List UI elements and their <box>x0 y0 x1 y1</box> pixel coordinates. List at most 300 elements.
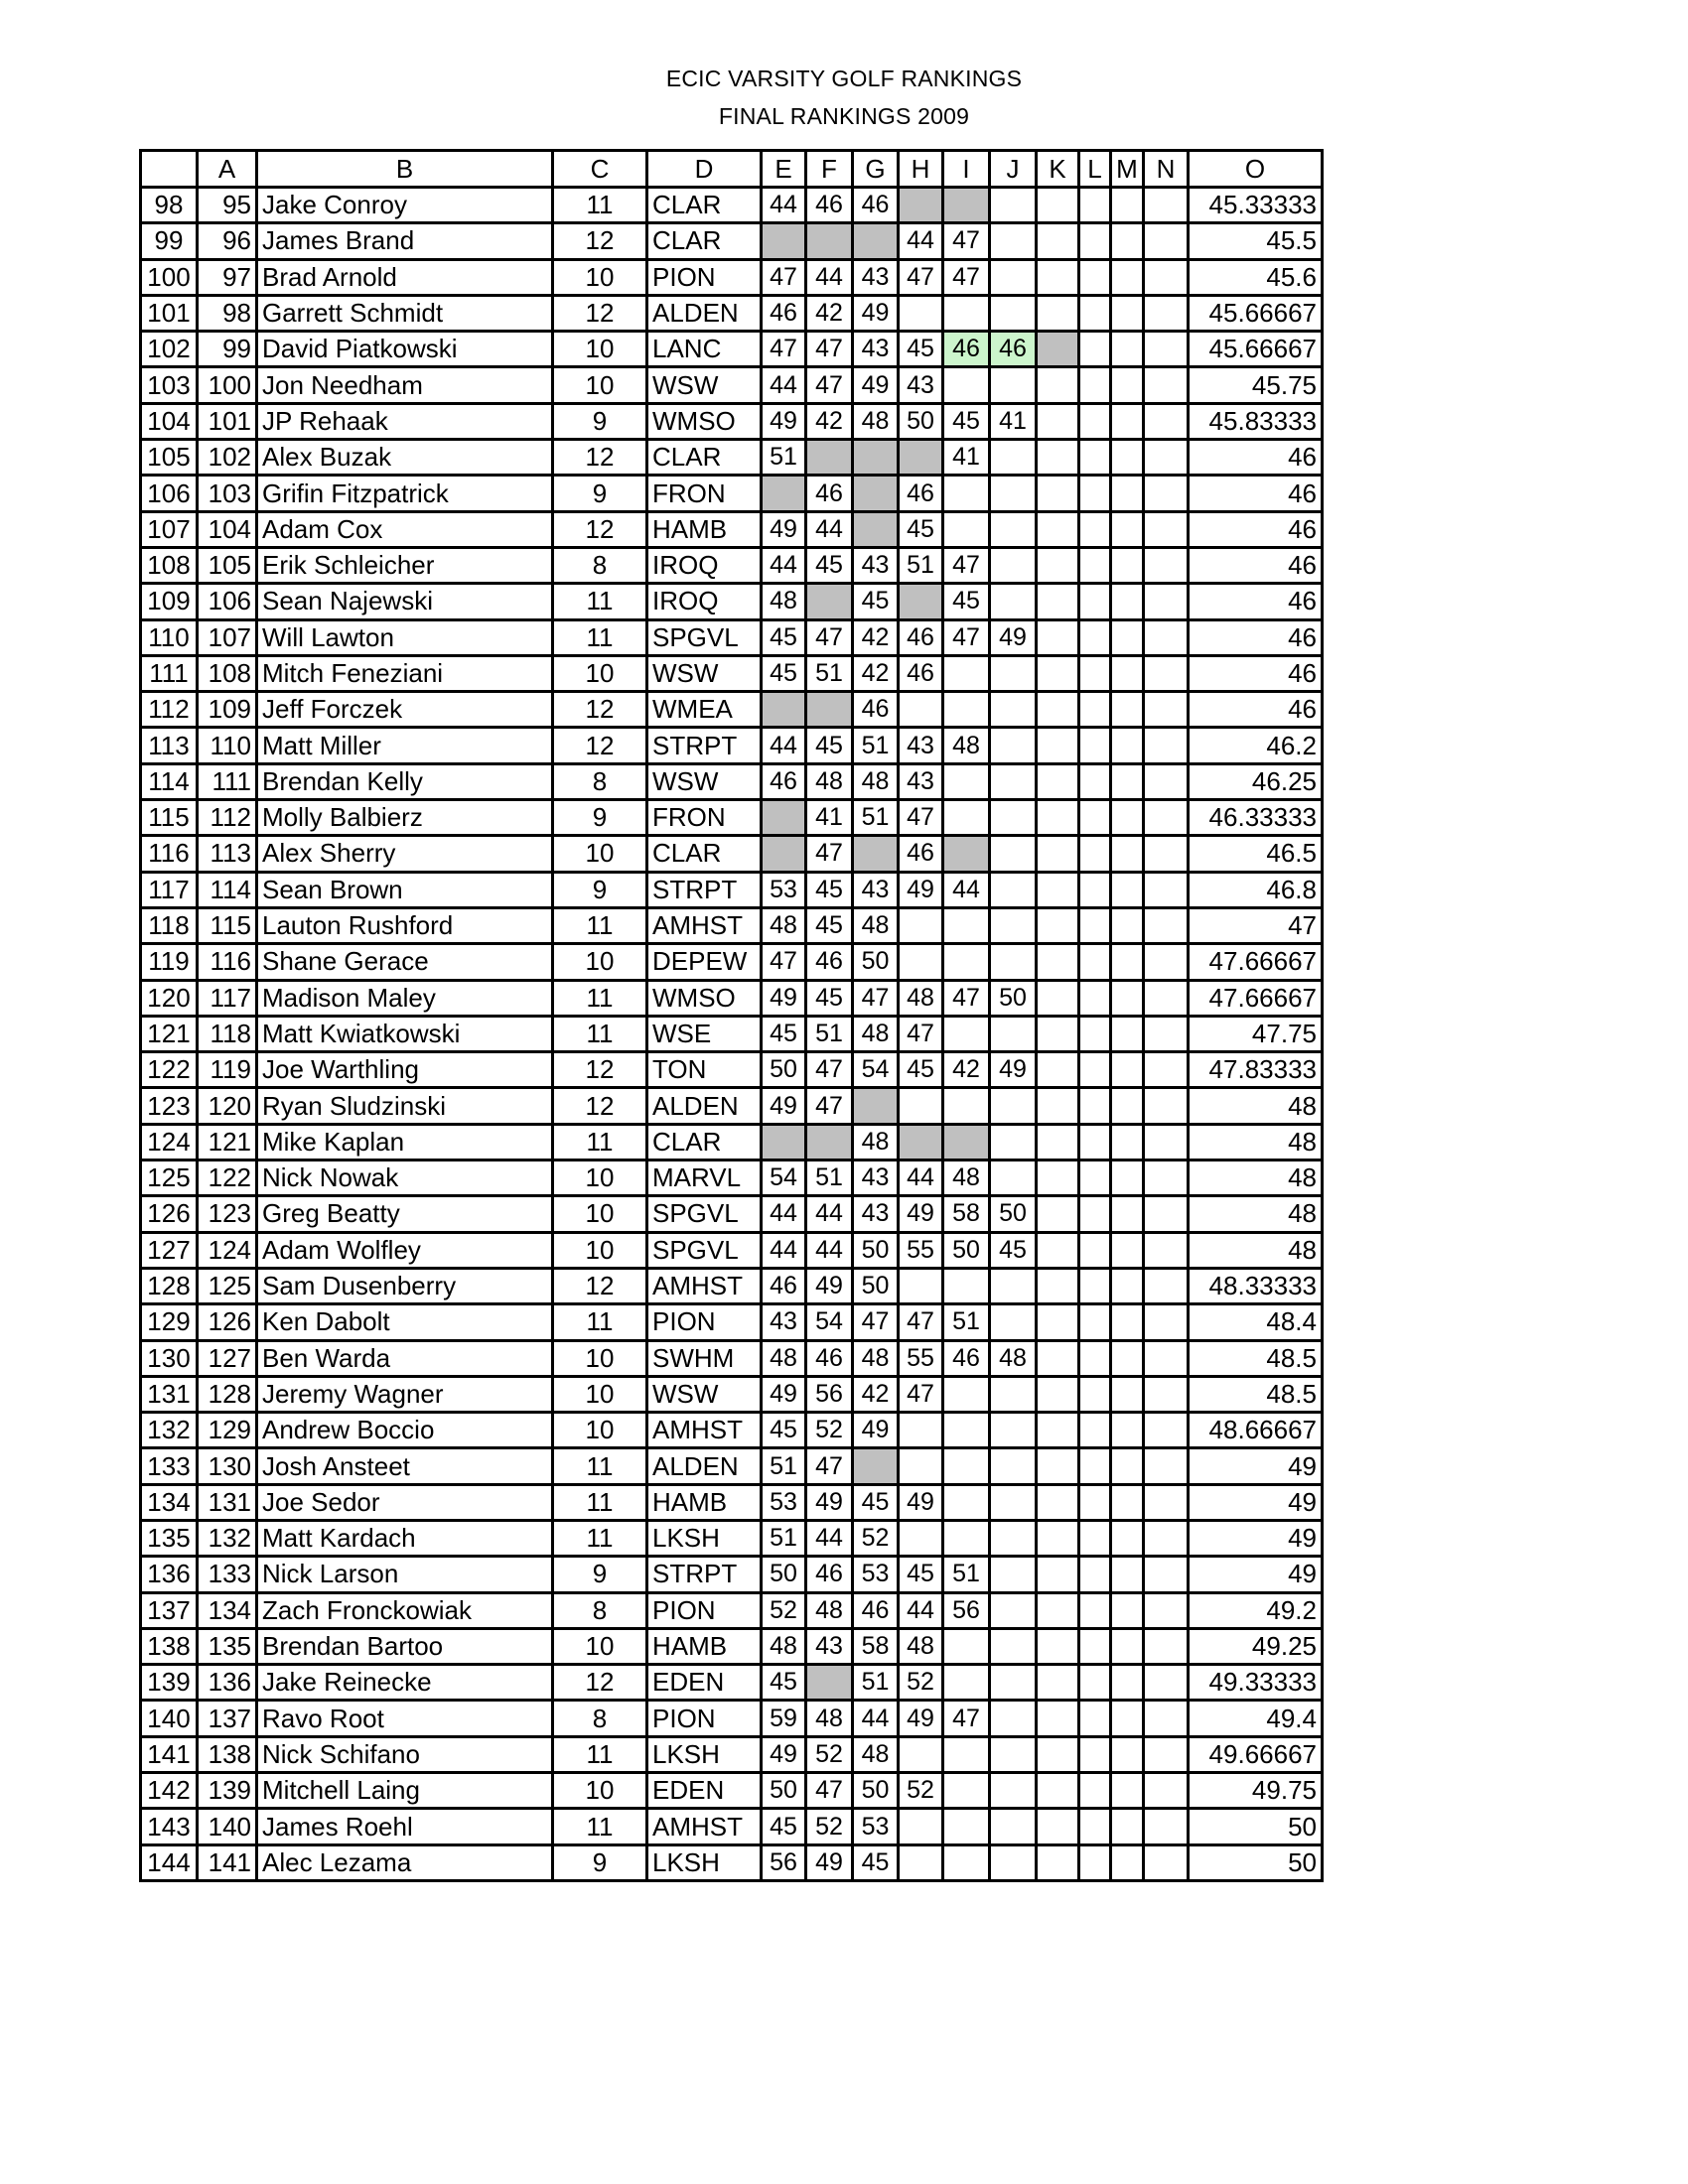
row-number-cell[interactable]: 115 <box>141 800 198 836</box>
score-cell[interactable] <box>1144 692 1189 728</box>
score-cell[interactable] <box>1079 1268 1111 1303</box>
score-cell[interactable]: 45 <box>853 584 899 619</box>
score-cell[interactable]: 46 <box>806 476 853 511</box>
score-cell[interactable] <box>1079 332 1111 367</box>
score-cell[interactable]: 49 <box>899 1484 943 1520</box>
score-cell[interactable]: 49 <box>762 1736 806 1772</box>
score-cell[interactable]: 48 <box>943 728 990 763</box>
score-cell[interactable] <box>1144 547 1189 583</box>
score-cell[interactable] <box>990 1088 1037 1124</box>
score-cell[interactable]: 47 <box>899 1016 943 1051</box>
score-cell[interactable] <box>1144 403 1189 439</box>
score-cell[interactable] <box>1144 800 1189 836</box>
row-number-cell[interactable]: 118 <box>141 907 198 943</box>
player-name-cell[interactable]: Adam Cox <box>257 511 553 547</box>
score-cell[interactable] <box>990 1701 1037 1736</box>
player-name-cell[interactable]: Sean Brown <box>257 872 553 907</box>
grade-cell[interactable]: 9 <box>553 1557 647 1592</box>
average-cell[interactable]: 46.33333 <box>1189 800 1323 836</box>
score-cell[interactable] <box>1079 1088 1111 1124</box>
score-cell[interactable]: 49 <box>853 295 899 331</box>
row-number-cell[interactable]: 109 <box>141 584 198 619</box>
score-cell[interactable] <box>990 295 1037 331</box>
score-cell[interactable] <box>1037 332 1079 367</box>
average-cell[interactable]: 45.66667 <box>1189 332 1323 367</box>
score-cell[interactable] <box>1079 1773 1111 1809</box>
score-cell[interactable] <box>990 1665 1037 1701</box>
grade-cell[interactable]: 10 <box>553 836 647 872</box>
score-cell[interactable]: 46 <box>806 1557 853 1592</box>
score-cell[interactable] <box>1144 836 1189 872</box>
score-cell[interactable]: 45 <box>990 1232 1037 1268</box>
score-cell[interactable]: 47 <box>806 619 853 655</box>
score-cell[interactable] <box>899 1124 943 1160</box>
rank-cell[interactable]: 132 <box>198 1520 257 1556</box>
player-name-cell[interactable]: Brendan Kelly <box>257 763 553 799</box>
row-number-cell[interactable]: 121 <box>141 1016 198 1051</box>
score-cell[interactable]: 41 <box>806 800 853 836</box>
score-cell[interactable] <box>1111 259 1144 295</box>
score-cell[interactable]: 48 <box>762 907 806 943</box>
row-number-cell[interactable]: 141 <box>141 1736 198 1772</box>
score-cell[interactable]: 45 <box>762 1413 806 1448</box>
rank-cell[interactable]: 114 <box>198 872 257 907</box>
player-name-cell[interactable]: Ryan Sludzinski <box>257 1088 553 1124</box>
rank-cell[interactable]: 133 <box>198 1557 257 1592</box>
score-cell[interactable] <box>990 1268 1037 1303</box>
score-cell[interactable] <box>1144 944 1189 980</box>
score-cell[interactable] <box>806 223 853 259</box>
score-cell[interactable] <box>1111 836 1144 872</box>
score-cell[interactable] <box>1037 584 1079 619</box>
score-cell[interactable]: 45 <box>899 332 943 367</box>
team-cell[interactable]: STRPT <box>647 872 762 907</box>
score-cell[interactable]: 47 <box>853 1304 899 1340</box>
score-cell[interactable]: 45 <box>899 1052 943 1088</box>
row-number-cell[interactable]: 108 <box>141 547 198 583</box>
grade-cell[interactable]: 8 <box>553 763 647 799</box>
score-cell[interactable] <box>1079 1484 1111 1520</box>
rank-cell[interactable]: 119 <box>198 1052 257 1088</box>
rank-cell[interactable]: 140 <box>198 1809 257 1844</box>
score-cell[interactable] <box>1079 1376 1111 1412</box>
average-cell[interactable]: 48.33333 <box>1189 1268 1323 1303</box>
score-cell[interactable]: 46 <box>990 332 1037 367</box>
column-header-f[interactable]: F <box>806 151 853 188</box>
average-cell[interactable]: 50 <box>1189 1844 1323 1880</box>
score-cell[interactable]: 45 <box>806 980 853 1016</box>
score-cell[interactable] <box>990 800 1037 836</box>
player-name-cell[interactable]: Lauton Rushford <box>257 907 553 943</box>
score-cell[interactable] <box>899 944 943 980</box>
score-cell[interactable]: 45 <box>899 511 943 547</box>
score-cell[interactable]: 44 <box>806 259 853 295</box>
score-cell[interactable] <box>1079 1413 1111 1448</box>
rank-cell[interactable]: 101 <box>198 403 257 439</box>
average-cell[interactable]: 46 <box>1189 511 1323 547</box>
score-cell[interactable] <box>1144 1268 1189 1303</box>
score-cell[interactable]: 52 <box>899 1665 943 1701</box>
rank-cell[interactable]: 123 <box>198 1196 257 1232</box>
rank-cell[interactable]: 108 <box>198 655 257 691</box>
score-cell[interactable]: 45 <box>762 1665 806 1701</box>
score-cell[interactable]: 45 <box>762 655 806 691</box>
grade-cell[interactable]: 12 <box>553 223 647 259</box>
score-cell[interactable]: 42 <box>853 655 899 691</box>
team-cell[interactable]: PION <box>647 259 762 295</box>
score-cell[interactable] <box>1111 1124 1144 1160</box>
score-cell[interactable] <box>1037 547 1079 583</box>
column-header-d[interactable]: D <box>647 151 762 188</box>
score-cell[interactable]: 51 <box>853 728 899 763</box>
average-cell[interactable]: 45.66667 <box>1189 295 1323 331</box>
average-cell[interactable]: 45.33333 <box>1189 188 1323 223</box>
average-cell[interactable]: 46 <box>1189 547 1323 583</box>
score-cell[interactable] <box>899 1448 943 1484</box>
column-header-j[interactable]: J <box>990 151 1037 188</box>
rank-cell[interactable]: 104 <box>198 511 257 547</box>
score-cell[interactable]: 46 <box>899 655 943 691</box>
score-cell[interactable] <box>1079 1340 1111 1376</box>
team-cell[interactable]: AMHST <box>647 907 762 943</box>
score-cell[interactable] <box>899 1844 943 1880</box>
score-cell[interactable] <box>1144 907 1189 943</box>
score-cell[interactable] <box>1111 800 1144 836</box>
score-cell[interactable] <box>899 188 943 223</box>
score-cell[interactable] <box>1111 1232 1144 1268</box>
average-cell[interactable]: 46.8 <box>1189 872 1323 907</box>
player-name-cell[interactable]: Nick Larson <box>257 1557 553 1592</box>
score-cell[interactable] <box>1037 511 1079 547</box>
score-cell[interactable]: 46 <box>853 1592 899 1628</box>
score-cell[interactable]: 47 <box>853 980 899 1016</box>
rank-cell[interactable]: 116 <box>198 944 257 980</box>
score-cell[interactable] <box>1079 1520 1111 1556</box>
rank-cell[interactable]: 102 <box>198 440 257 476</box>
score-cell[interactable]: 44 <box>806 1196 853 1232</box>
score-cell[interactable]: 46 <box>806 188 853 223</box>
score-cell[interactable] <box>853 476 899 511</box>
score-cell[interactable]: 52 <box>853 1520 899 1556</box>
score-cell[interactable] <box>1111 1809 1144 1844</box>
player-name-cell[interactable]: James Roehl <box>257 1809 553 1844</box>
score-cell[interactable]: 48 <box>806 1701 853 1736</box>
score-cell[interactable] <box>990 944 1037 980</box>
average-cell[interactable]: 47 <box>1189 907 1323 943</box>
score-cell[interactable] <box>1144 511 1189 547</box>
average-cell[interactable]: 47.83333 <box>1189 1052 1323 1088</box>
score-cell[interactable] <box>943 1520 990 1556</box>
score-cell[interactable]: 51 <box>806 1016 853 1051</box>
score-cell[interactable] <box>990 223 1037 259</box>
score-cell[interactable]: 46 <box>943 332 990 367</box>
score-cell[interactable] <box>943 1448 990 1484</box>
score-cell[interactable] <box>1037 1340 1079 1376</box>
score-cell[interactable] <box>1079 295 1111 331</box>
score-cell[interactable] <box>943 367 990 403</box>
rank-cell[interactable]: 111 <box>198 763 257 799</box>
score-cell[interactable]: 44 <box>806 1232 853 1268</box>
row-number-cell[interactable]: 128 <box>141 1268 198 1303</box>
score-cell[interactable]: 44 <box>762 1196 806 1232</box>
score-cell[interactable] <box>1144 1052 1189 1088</box>
team-cell[interactable]: WSW <box>647 763 762 799</box>
rank-cell[interactable]: 128 <box>198 1376 257 1412</box>
score-cell[interactable] <box>1079 1160 1111 1196</box>
score-cell[interactable]: 47 <box>806 1448 853 1484</box>
score-cell[interactable]: 51 <box>762 440 806 476</box>
column-header-a[interactable]: A <box>198 151 257 188</box>
score-cell[interactable]: 45 <box>806 907 853 943</box>
score-cell[interactable] <box>1111 1520 1144 1556</box>
score-cell[interactable] <box>1079 944 1111 980</box>
team-cell[interactable]: CLAR <box>647 188 762 223</box>
player-name-cell[interactable]: Molly Balbierz <box>257 800 553 836</box>
score-cell[interactable]: 49 <box>899 1196 943 1232</box>
score-cell[interactable]: 43 <box>899 728 943 763</box>
score-cell[interactable] <box>1144 728 1189 763</box>
column-header-k[interactable]: K <box>1037 151 1079 188</box>
score-cell[interactable]: 46 <box>806 944 853 980</box>
score-cell[interactable] <box>990 1016 1037 1051</box>
score-cell[interactable] <box>1144 1124 1189 1160</box>
score-cell[interactable] <box>1037 1196 1079 1232</box>
player-name-cell[interactable]: Nick Nowak <box>257 1160 553 1196</box>
score-cell[interactable] <box>943 1628 990 1664</box>
score-cell[interactable] <box>1037 980 1079 1016</box>
score-cell[interactable]: 49 <box>899 872 943 907</box>
team-cell[interactable]: FRON <box>647 800 762 836</box>
team-cell[interactable]: PION <box>647 1701 762 1736</box>
score-cell[interactable]: 45 <box>943 403 990 439</box>
score-cell[interactable]: 48 <box>853 1016 899 1051</box>
row-number-cell[interactable]: 99 <box>141 223 198 259</box>
grade-cell[interactable]: 10 <box>553 367 647 403</box>
team-cell[interactable]: HAMB <box>647 511 762 547</box>
score-cell[interactable]: 44 <box>762 188 806 223</box>
score-cell[interactable] <box>1144 1809 1189 1844</box>
row-number-cell[interactable]: 107 <box>141 511 198 547</box>
score-cell[interactable]: 46 <box>806 1340 853 1376</box>
score-cell[interactable] <box>943 476 990 511</box>
score-cell[interactable] <box>1037 440 1079 476</box>
row-number-cell[interactable]: 131 <box>141 1376 198 1412</box>
score-cell[interactable] <box>1144 1520 1189 1556</box>
row-number-cell[interactable]: 111 <box>141 655 198 691</box>
score-cell[interactable]: 48 <box>899 980 943 1016</box>
team-cell[interactable]: AMHST <box>647 1268 762 1303</box>
score-cell[interactable] <box>1144 1304 1189 1340</box>
score-cell[interactable] <box>1079 1232 1111 1268</box>
score-cell[interactable] <box>1037 1016 1079 1051</box>
score-cell[interactable] <box>1037 655 1079 691</box>
score-cell[interactable] <box>1079 619 1111 655</box>
column-header-h[interactable]: H <box>899 151 943 188</box>
score-cell[interactable] <box>1144 295 1189 331</box>
score-cell[interactable] <box>1037 403 1079 439</box>
score-cell[interactable]: 49 <box>762 403 806 439</box>
score-cell[interactable] <box>990 188 1037 223</box>
score-cell[interactable]: 48 <box>899 1628 943 1664</box>
score-cell[interactable] <box>1144 619 1189 655</box>
score-cell[interactable] <box>1037 836 1079 872</box>
row-number-cell[interactable]: 134 <box>141 1484 198 1520</box>
rank-cell[interactable]: 107 <box>198 619 257 655</box>
score-cell[interactable] <box>1037 1665 1079 1701</box>
score-cell[interactable] <box>1079 1304 1111 1340</box>
player-name-cell[interactable]: Jeremy Wagner <box>257 1376 553 1412</box>
player-name-cell[interactable]: Jake Reinecke <box>257 1665 553 1701</box>
rank-cell[interactable]: 136 <box>198 1665 257 1701</box>
score-cell[interactable] <box>1037 1736 1079 1772</box>
score-cell[interactable]: 49 <box>762 980 806 1016</box>
score-cell[interactable] <box>990 367 1037 403</box>
score-cell[interactable] <box>762 692 806 728</box>
score-cell[interactable] <box>1111 1088 1144 1124</box>
score-cell[interactable]: 45 <box>899 1557 943 1592</box>
grade-cell[interactable]: 10 <box>553 1773 647 1809</box>
score-cell[interactable] <box>990 1484 1037 1520</box>
score-cell[interactable]: 51 <box>853 800 899 836</box>
score-cell[interactable] <box>1079 1844 1111 1880</box>
player-name-cell[interactable]: Matt Kwiatkowski <box>257 1016 553 1051</box>
score-cell[interactable]: 44 <box>806 511 853 547</box>
score-cell[interactable] <box>943 1124 990 1160</box>
score-cell[interactable]: 42 <box>853 619 899 655</box>
score-cell[interactable]: 47 <box>943 1701 990 1736</box>
score-cell[interactable] <box>1037 259 1079 295</box>
average-cell[interactable]: 45.5 <box>1189 223 1323 259</box>
team-cell[interactable]: LKSH <box>647 1844 762 1880</box>
score-cell[interactable]: 47 <box>943 619 990 655</box>
score-cell[interactable] <box>806 1124 853 1160</box>
score-cell[interactable]: 49 <box>762 1376 806 1412</box>
grade-cell[interactable]: 9 <box>553 476 647 511</box>
score-cell[interactable] <box>943 188 990 223</box>
column-header-o[interactable]: O <box>1189 151 1323 188</box>
score-cell[interactable]: 50 <box>990 980 1037 1016</box>
score-cell[interactable] <box>1144 584 1189 619</box>
score-cell[interactable] <box>1144 1592 1189 1628</box>
score-cell[interactable] <box>899 295 943 331</box>
score-cell[interactable]: 53 <box>762 872 806 907</box>
team-cell[interactable]: PION <box>647 1304 762 1340</box>
team-cell[interactable]: LKSH <box>647 1520 762 1556</box>
grade-cell[interactable]: 10 <box>553 259 647 295</box>
score-cell[interactable]: 48 <box>990 1340 1037 1376</box>
score-cell[interactable]: 43 <box>853 259 899 295</box>
rank-cell[interactable]: 113 <box>198 836 257 872</box>
score-cell[interactable]: 47 <box>899 800 943 836</box>
score-cell[interactable] <box>1111 619 1144 655</box>
score-cell[interactable]: 55 <box>899 1340 943 1376</box>
rank-cell[interactable]: 122 <box>198 1160 257 1196</box>
player-name-cell[interactable]: Sam Dusenberry <box>257 1268 553 1303</box>
score-cell[interactable] <box>1079 584 1111 619</box>
team-cell[interactable]: STRPT <box>647 1557 762 1592</box>
score-cell[interactable] <box>990 440 1037 476</box>
score-cell[interactable] <box>1037 1773 1079 1809</box>
score-cell[interactable] <box>1111 1628 1144 1664</box>
team-cell[interactable]: ALDEN <box>647 295 762 331</box>
player-name-cell[interactable]: Jeff Forczek <box>257 692 553 728</box>
rank-cell[interactable]: 97 <box>198 259 257 295</box>
score-cell[interactable]: 45 <box>853 1484 899 1520</box>
grade-cell[interactable]: 11 <box>553 1304 647 1340</box>
score-cell[interactable] <box>853 511 899 547</box>
grade-cell[interactable]: 11 <box>553 1124 647 1160</box>
score-cell[interactable] <box>990 1736 1037 1772</box>
team-cell[interactable]: PION <box>647 1592 762 1628</box>
player-name-cell[interactable]: Jon Needham <box>257 367 553 403</box>
score-cell[interactable] <box>1144 1340 1189 1376</box>
score-cell[interactable] <box>990 728 1037 763</box>
average-cell[interactable]: 49.2 <box>1189 1592 1323 1628</box>
player-name-cell[interactable]: Adam Wolfley <box>257 1232 553 1268</box>
average-cell[interactable]: 48.5 <box>1189 1340 1323 1376</box>
average-cell[interactable]: 46.5 <box>1189 836 1323 872</box>
team-cell[interactable]: CLAR <box>647 223 762 259</box>
score-cell[interactable] <box>762 836 806 872</box>
score-cell[interactable] <box>990 1413 1037 1448</box>
score-cell[interactable] <box>1144 872 1189 907</box>
average-cell[interactable]: 46.2 <box>1189 728 1323 763</box>
score-cell[interactable] <box>1111 1160 1144 1196</box>
score-cell[interactable]: 48 <box>762 1628 806 1664</box>
score-cell[interactable] <box>1144 367 1189 403</box>
score-cell[interactable] <box>762 1124 806 1160</box>
score-cell[interactable] <box>806 692 853 728</box>
average-cell[interactable]: 46 <box>1189 692 1323 728</box>
average-cell[interactable]: 45.6 <box>1189 259 1323 295</box>
player-name-cell[interactable]: Grifin Fitzpatrick <box>257 476 553 511</box>
score-cell[interactable]: 50 <box>853 1773 899 1809</box>
score-cell[interactable]: 48 <box>806 1592 853 1628</box>
team-cell[interactable]: WMSO <box>647 403 762 439</box>
row-number-cell[interactable]: 104 <box>141 403 198 439</box>
row-number-cell[interactable]: 106 <box>141 476 198 511</box>
score-cell[interactable]: 47 <box>762 332 806 367</box>
score-cell[interactable] <box>1079 1124 1111 1160</box>
score-cell[interactable] <box>1079 1448 1111 1484</box>
score-cell[interactable] <box>1111 440 1144 476</box>
score-cell[interactable] <box>990 1124 1037 1160</box>
score-cell[interactable] <box>1144 1701 1189 1736</box>
score-cell[interactable]: 43 <box>853 332 899 367</box>
grade-cell[interactable]: 11 <box>553 980 647 1016</box>
score-cell[interactable] <box>1079 1196 1111 1232</box>
score-cell[interactable] <box>1144 476 1189 511</box>
score-cell[interactable] <box>1144 1557 1189 1592</box>
row-number-cell[interactable]: 142 <box>141 1773 198 1809</box>
score-cell[interactable] <box>1037 1160 1079 1196</box>
score-cell[interactable]: 41 <box>990 403 1037 439</box>
rank-cell[interactable]: 98 <box>198 295 257 331</box>
score-cell[interactable]: 46 <box>899 619 943 655</box>
score-cell[interactable]: 51 <box>943 1304 990 1340</box>
score-cell[interactable] <box>1079 1016 1111 1051</box>
score-cell[interactable] <box>943 1844 990 1880</box>
team-cell[interactable]: IROQ <box>647 547 762 583</box>
rank-cell[interactable]: 117 <box>198 980 257 1016</box>
grade-cell[interactable]: 12 <box>553 1052 647 1088</box>
score-cell[interactable] <box>1037 1448 1079 1484</box>
row-number-cell[interactable]: 135 <box>141 1520 198 1556</box>
row-number-cell[interactable]: 102 <box>141 332 198 367</box>
score-cell[interactable]: 43 <box>806 1628 853 1664</box>
team-cell[interactable]: LANC <box>647 332 762 367</box>
score-cell[interactable]: 44 <box>899 223 943 259</box>
